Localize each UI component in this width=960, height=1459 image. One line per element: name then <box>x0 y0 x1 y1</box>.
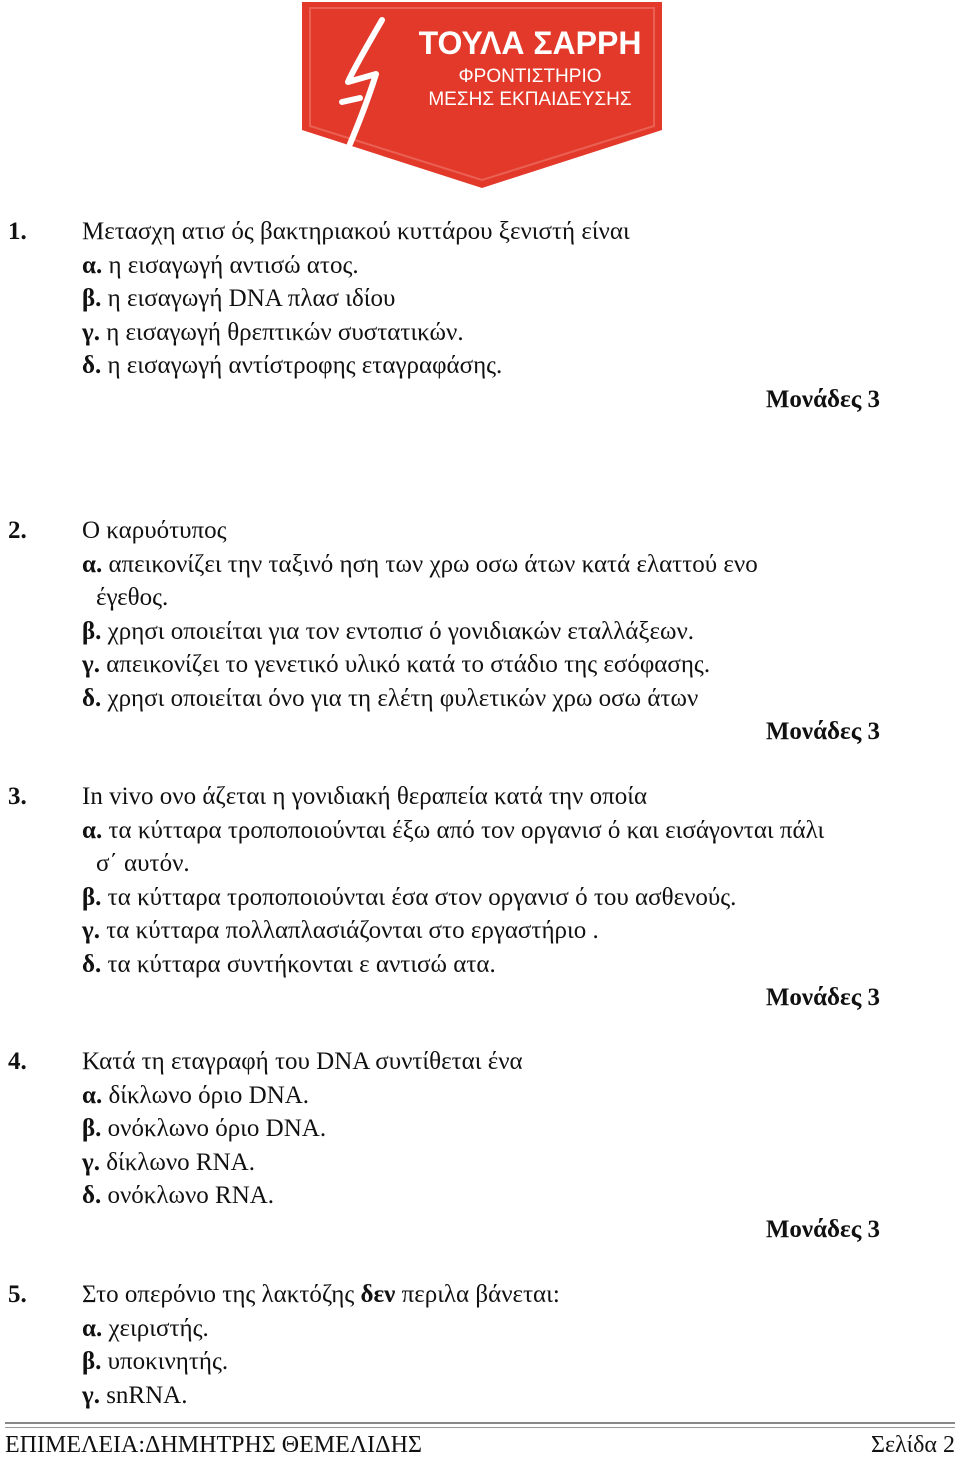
page-number: Σελίδα 2 <box>870 1432 955 1458</box>
question-number: 5. <box>8 1281 27 1308</box>
question-stem: Κατά τη εταγραφή του DNA συντίθεται ένα <box>82 1048 523 1075</box>
option-c: γ. τα κύτταρα πολλαπλασιάζονται στο εργαστήριο . <box>82 917 599 944</box>
option-a-continuation: σ΄ αυτόν. <box>96 850 190 877</box>
option-d: δ. η εισαγωγή αντίστροφης εταγραφάσης. <box>82 352 503 379</box>
option-c: γ. snRNA. <box>82 1381 188 1409</box>
option-a: α. χειριστής. <box>82 1314 209 1342</box>
logo <box>302 2 662 188</box>
question-number: 4. <box>8 1048 27 1075</box>
question-number: 2. <box>8 517 27 544</box>
question-3 <box>8 780 954 1015</box>
option-c: γ. η εισαγωγή θρεπτικών συστατικών. <box>82 318 464 346</box>
option-b: β. υποκινητής. <box>82 1348 229 1375</box>
question-4 <box>8 1045 954 1246</box>
option-b: β. τα κύτταρα τροποποιούνται έσα στον οργανισ ό του ασθενούς. <box>82 883 737 911</box>
question-stem: Στο οπερόνιο της λακτόζης δεν περιλα βάνεται: <box>82 1281 560 1308</box>
emphasis-text: δεν <box>360 1281 396 1308</box>
footer-author: ΕΠΙΜΕΛΕΙΑ:ΔΗΜΗΤΡΗΣ ΘΕΜΕΛΙΔΗΣ <box>5 1432 422 1458</box>
option-c: γ. απεικονίζει το γενετικό υλικό κατά το στάδιο της εσόφασης. <box>82 651 711 678</box>
logo-name: ΤΟΥΛΑ ΣΑΡΡΗ <box>418 25 642 61</box>
option-a: α. δίκλωνο όριο DNA. <box>82 1081 310 1109</box>
option-b: β. ονόκλωνο όριο DNA. <box>82 1115 327 1142</box>
question-stem: Μετασχη ατισ ός βακτηριακού κυττάρου ξενιστή είναι <box>82 218 630 245</box>
option-a: α. τα κύτταρα τροποποιούνται έξω από τον οργανισ ό και εισάγονται πάλι <box>82 816 825 844</box>
question-2 <box>8 514 954 749</box>
question-stem: Ο καρυότυπος <box>82 517 227 544</box>
option-a-continuation: έγεθος. <box>96 584 169 611</box>
footer-rule <box>5 1422 955 1424</box>
option-c: γ. δίκλωνο RNA. <box>82 1148 255 1176</box>
option-a: α. απεικονίζει την ταξινό ηση των χρω οσω άτων κατά ελαττού ενο <box>82 550 758 578</box>
marks-label: Μονάδες 3 <box>765 385 880 413</box>
logo-line1: ΦΡΟΝΤΙΣΤΗΡΙΟ <box>458 66 602 87</box>
marks-label: Μονάδες 3 <box>765 1215 880 1243</box>
marks-label: Μονάδες 3 <box>765 984 880 1011</box>
question-5 <box>8 1278 954 1412</box>
option-b: β. χρησι οποιείται για τον εντοπισ ό γονιδιακών εταλλάξεων. <box>82 617 695 645</box>
marks-label: Μονάδες 3 <box>765 718 880 745</box>
question-number: 1. <box>8 218 27 245</box>
question-number: 3. <box>8 783 27 810</box>
option-d: δ. ονόκλωνο RNA. <box>82 1182 275 1209</box>
logo-banner <box>302 2 662 188</box>
option-b: β. η εισαγωγή DNA πλασ ιδίου <box>82 285 396 312</box>
question-1 <box>8 215 954 416</box>
question-stem: In vivo ονο άζεται η γονιδιακή θεραπεία κατά την οποία <box>82 783 648 810</box>
logo-line2: ΜΕΣΗΣ ΕΚΠΑΙΔΕΥΣΗΣ <box>428 89 632 110</box>
option-d: δ. χρησι οποιείται όνο για τη ελέτη φυλετικών χρω οσω άτων <box>82 684 699 712</box>
option-d: δ. τα κύτταρα συντήκονται ε αντισώ ατα. <box>82 950 496 978</box>
footer-rule-thin <box>5 1427 955 1428</box>
option-a: α. η εισαγωγή αντισώ ατος. <box>82 251 359 279</box>
